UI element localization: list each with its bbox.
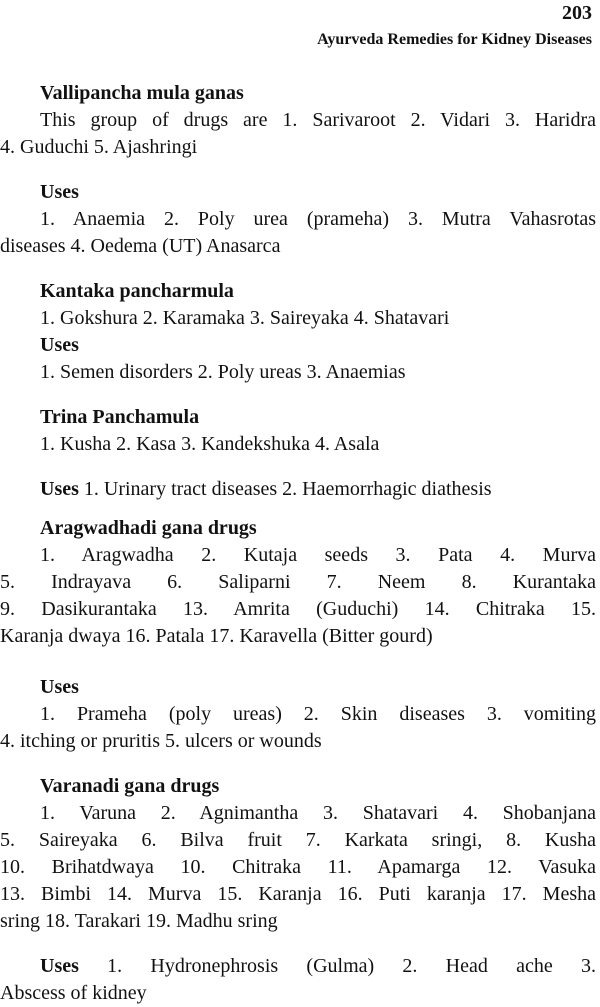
section-heading-varanadi: Varanadi gana drugs <box>40 775 220 797</box>
aragwadhadi-text-line3: 9. Dasikurantaka 13. Amrita (Guduchi) 14. Chitraka 15. <box>0 598 596 620</box>
page-body <box>0 80 596 1007</box>
trina-uses-line <box>0 476 596 503</box>
vallipancha-uses-line2: diseases 4. Oedema (UT) Anasarca <box>0 235 281 257</box>
page-header <box>172 0 592 51</box>
aragwadhadi-text-line2: 5. Indrayava 6. Saliparni 7. Neem 8. Kurantaka <box>0 571 596 593</box>
vallipancha-uses-heading: Uses <box>40 181 79 203</box>
vallipancha-text-line1: This group of drugs are 1. Sarivaroot 2. Vidari 3. Haridra <box>40 109 596 131</box>
trina-uses-label: Uses <box>40 478 79 500</box>
section-heading-kantaka: Kantaka pancharmula <box>40 280 234 302</box>
section-heading-trina: Trina Panchamula <box>40 406 200 428</box>
kantaka-uses-text: 1. Semen disorders 2. Poly ureas 3. Anaemias <box>40 361 406 383</box>
running-title: Ayurveda Remedies for Kidney Diseases <box>317 31 592 48</box>
aragwadhadi-text-line4: Karanja dwaya 16. Patala 17. Karavella (Bitter gourd) <box>0 625 433 647</box>
aragwadhadi-text-line1: 1. Aragwadha 2. Kutaja seeds 3. Pata 4. Murva <box>40 544 596 566</box>
varanadi-uses-text: 1. Hydronephrosis (Gulma) 2. Head ache 3. <box>78 955 596 977</box>
varanadi-text-line5: sring 18. Tarakari 19. Madhu sring <box>0 910 278 932</box>
vallipancha-uses-line1: 1. Anaemia 2. Poly urea (prameha) 3. Mutra Vahasrotas <box>40 208 596 230</box>
section-heading-aragwadhadi: Aragwadhadi gana drugs <box>40 517 257 539</box>
varanadi-uses-line2: Abscess of kidney <box>0 982 147 1004</box>
page-number: 203 <box>562 2 592 24</box>
aragwadhadi-uses-line1: 1. Prameha (poly ureas) 2. Skin diseases 3. vomiting <box>40 703 596 725</box>
varanadi-text-line3: 10. Brihatdwaya 10. Chitraka 11. Apamarga 12. Vasuka <box>0 856 596 878</box>
kantaka-uses-heading: Uses <box>40 334 79 356</box>
kantaka-text: 1. Gokshura 2. Karamaka 3. Saireyaka 4. Shatavari <box>40 307 450 329</box>
varanadi-uses-line1 <box>0 953 596 980</box>
section-heading-vallipancha: Vallipancha mula ganas <box>40 82 244 104</box>
trina-text: 1. Kusha 2. Kasa 3. Kandekshuka 4. Asala <box>40 433 380 455</box>
vallipancha-text-line2: 4. Guduchi 5. Ajashringi <box>0 136 198 158</box>
varanadi-text-line1: 1. Varuna 2. Agnimantha 3. Shatavari 4. Shobanjana <box>40 802 596 824</box>
varanadi-uses-label: Uses <box>40 955 79 977</box>
aragwadhadi-uses-line2: 4. itching or pruritis 5. ulcers or wounds <box>0 730 322 752</box>
varanadi-text-line4: 13. Bimbi 14. Murva 15. Karanja 16. Puti karanja 17. Mesha <box>0 883 596 905</box>
varanadi-text-line2: 5. Saireyaka 6. Bilva fruit 7. Karkata sringi, 8. Kusha <box>0 829 596 851</box>
aragwadhadi-uses-heading: Uses <box>40 676 79 698</box>
trina-uses-text: 1. Urinary tract diseases 2. Haemorrhagic diathesis <box>78 478 492 500</box>
